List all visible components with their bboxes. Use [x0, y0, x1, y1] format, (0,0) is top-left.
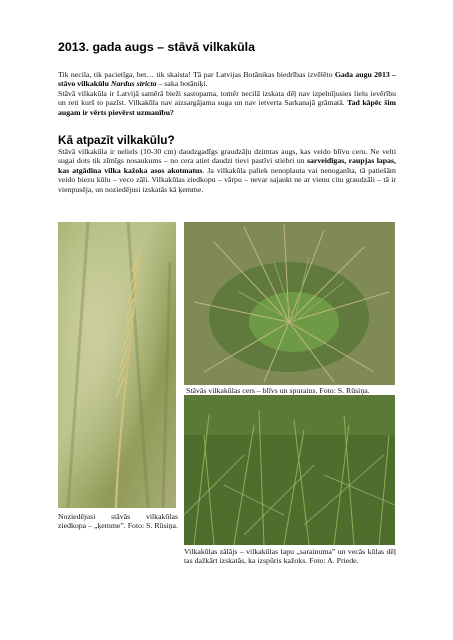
body-text-2: . Ja vilkakūla paliek nenoplauta vai nenoganīta, tā patiešām veido biezu kūlu – veco zāli. Vilkakūlas ziedkopu – vārpu – nevar sajaukt ne ar vienu citu graudzāli – tā ir vienpusēja, un noziedējusi izskatās kā ķemme. — [58, 165, 396, 194]
grassland-photo-caption: Vilkakūlas zālājs – vilkakūlas lapu „sarainuma” un vecās kūlas dēļ tas dažkārt izskatās, ka izspūris kažoks. Foto: A. Priede. — [184, 547, 396, 566]
intro-question: Tad kāpēc šim augam ir vērts pievērst uzmanību? — [58, 98, 396, 117]
spike-photo-caption: Noziedējusi stāvās vilkakūlas ziedkopa – „ķemme”. Foto: S. Rūsiņa. — [58, 512, 178, 531]
section-heading: Kā atpazīt vilkakūlu? — [58, 133, 175, 147]
spike-photo — [58, 222, 176, 508]
intro-text-3: Stāvā vilkakūla ir Latvijā samērā bieži sastopama, tomēr necilā izskata dēļ nav izpelnījusies lielu ievērību un reti kurš to pazīst. Vilkakūla nav aizsargājama suga un nav ietverta Sarkanajā grāmatā. — [58, 88, 396, 108]
body-text-1: Stāvā vilkakūla ir neliels (10-30 cm) daudzgadīgs graudzāļu dzimtas augs, kas veido blīvu ceru. Ne velti sugai dots tik zīmīgs nosaukums – no cera atiet daudzi tievi pastīvi stiebri un — [58, 147, 396, 166]
page-title: 2013. gada augs – stāvā vilkakūla — [58, 40, 255, 54]
tussock-photo — [184, 222, 395, 385]
intro-paragraph — [58, 70, 396, 117]
body-paragraph — [58, 147, 396, 194]
tussock-photo-caption: Stāvās vilkakūlas cers – blīvs un spurains. Foto: S. Rūsiņa. — [186, 386, 370, 395]
intro-text-2: – saka botāniķi. — [156, 79, 208, 89]
body-bold-1: sarveidīgas, raupjas lapas, kas atgādina vilka kažoka asos akotmatus — [58, 156, 396, 175]
intro-text-1: Tik necila, tik pacietīga, bet… tik skaista! Tā par Latvijas Botānikas biedrības izvēlēto — [58, 70, 335, 79]
species-latin-name: Nardus stricta — [110, 79, 157, 89]
grassland-photo — [184, 395, 395, 545]
intro-bold-1: Gada augu 2013 – stāvo vilkakūlu — [58, 70, 396, 89]
